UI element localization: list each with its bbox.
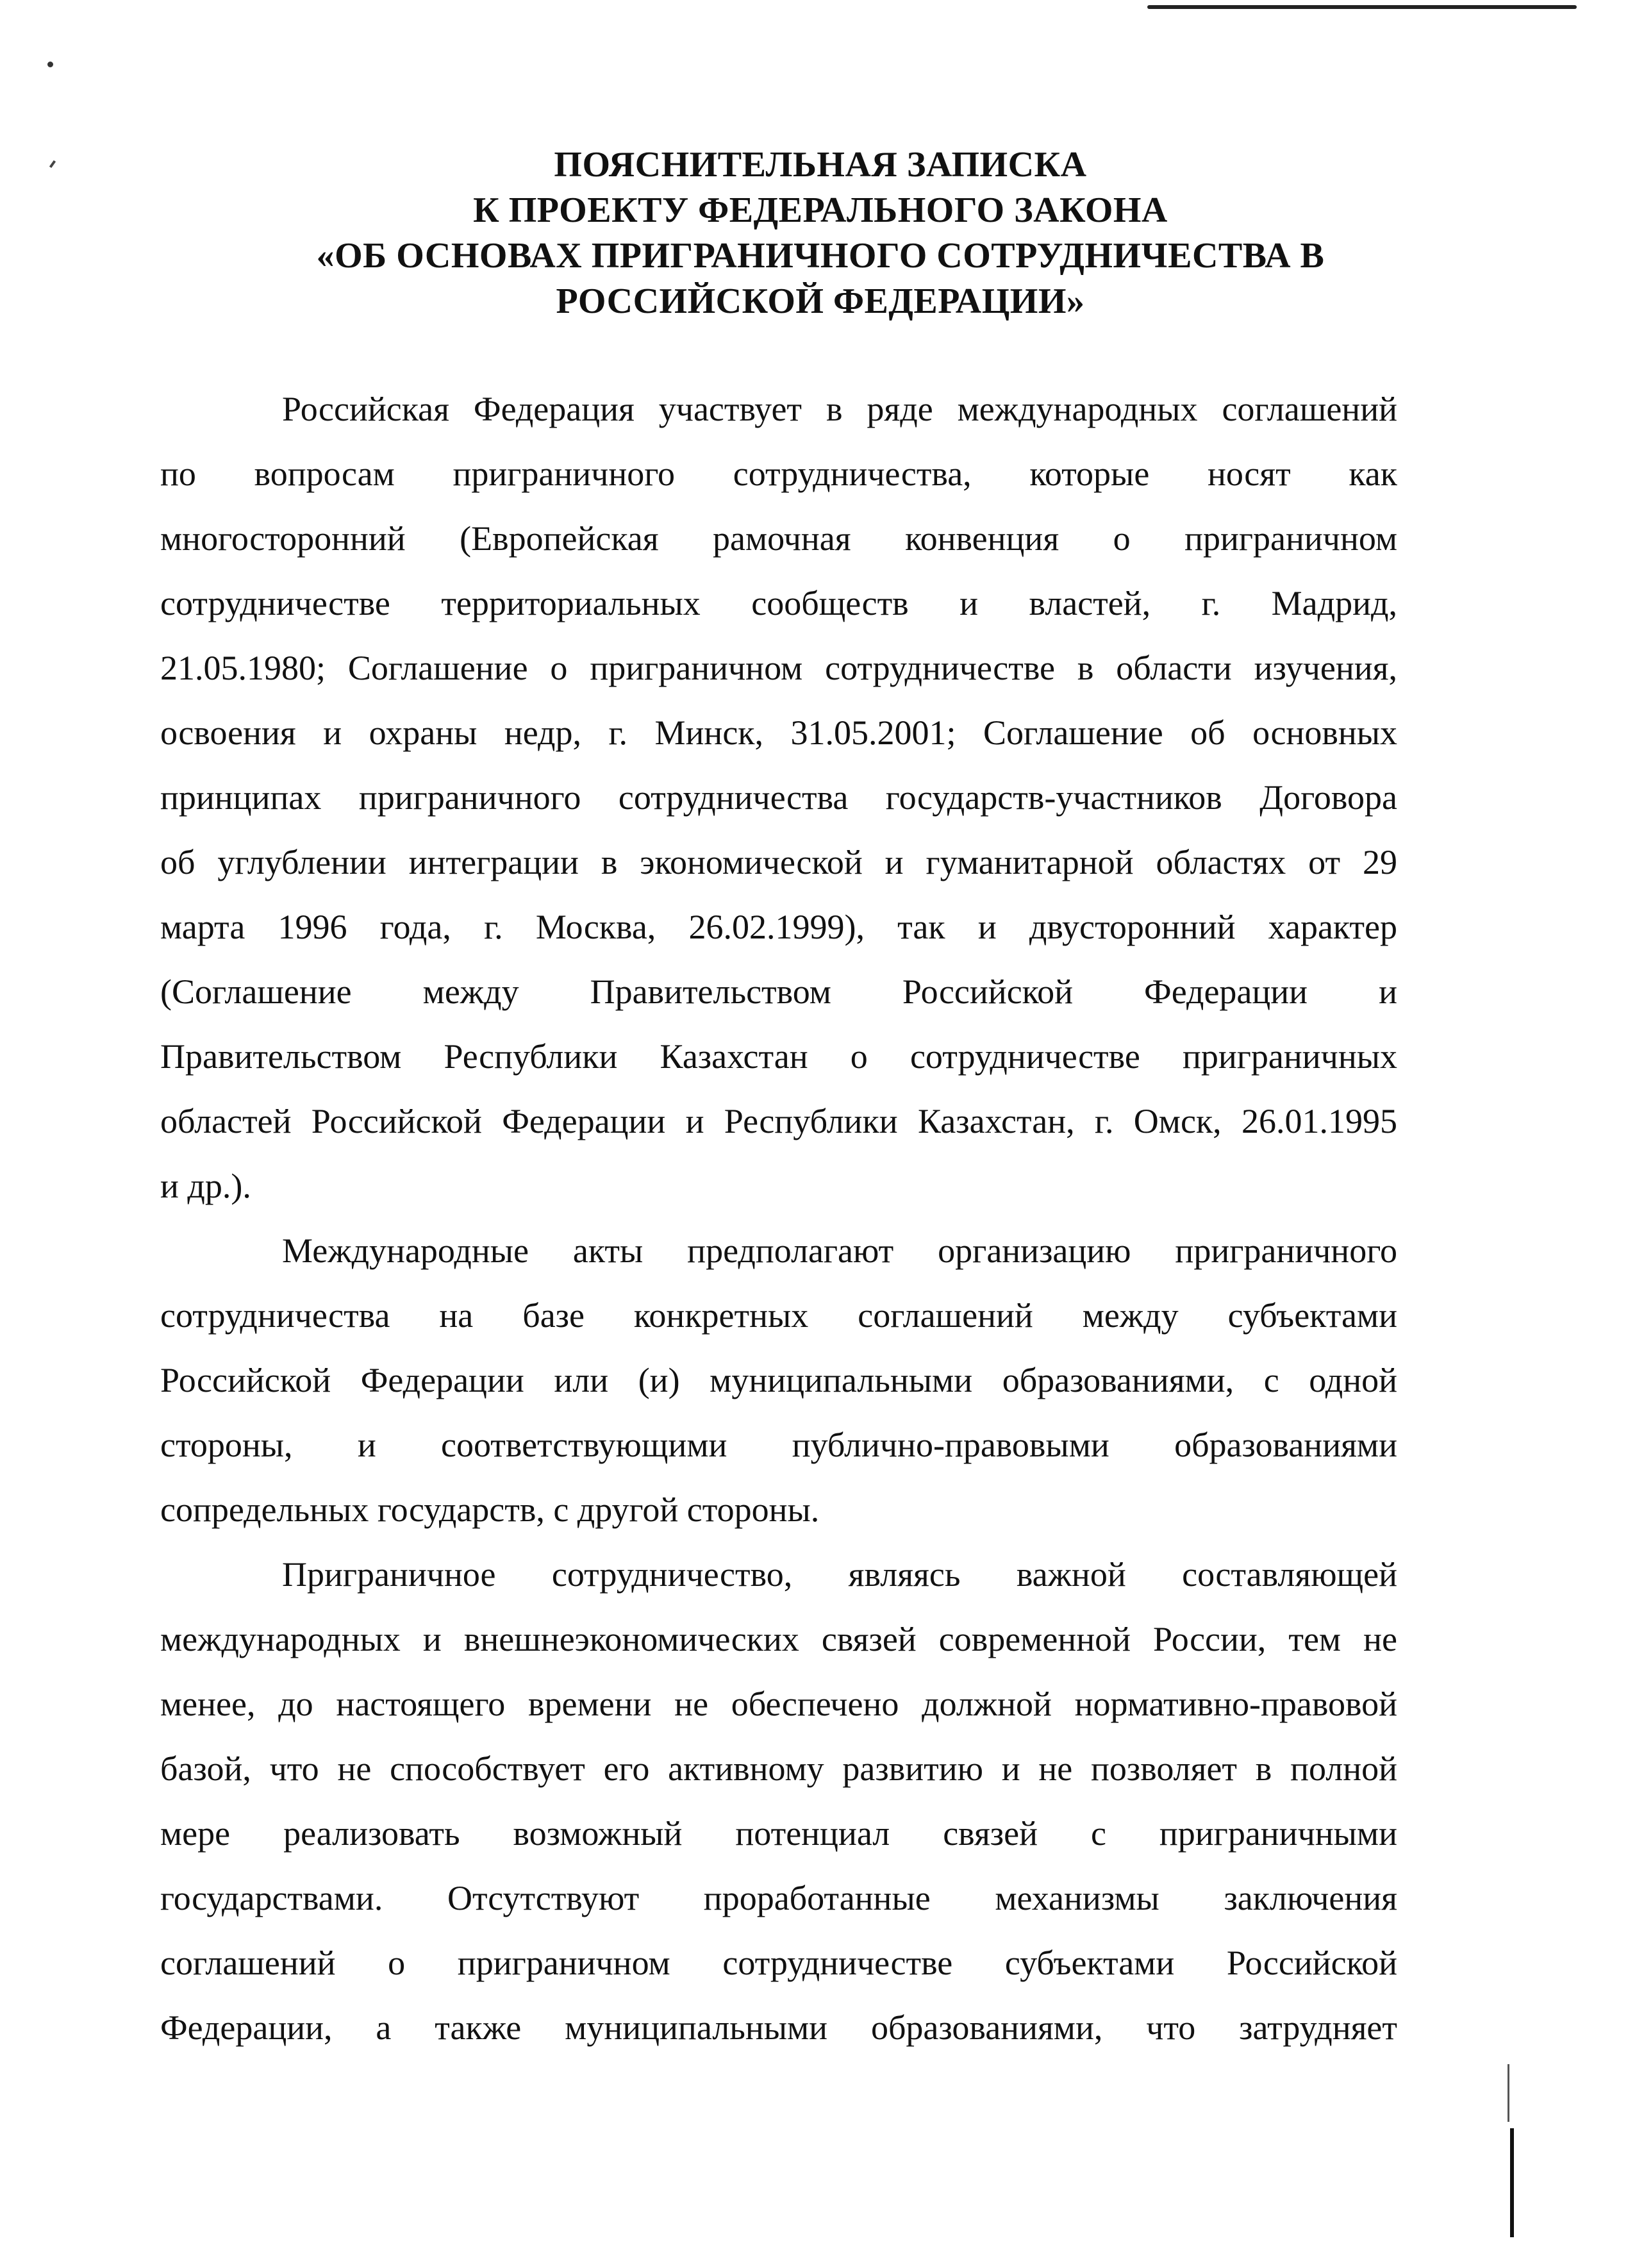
- text-line: Приграничное сотрудничество, являясь важной составляющей: [282, 1555, 1397, 1594]
- text-line: освоения и охраны недр, г. Минск, 31.05.2001; Соглашение об основных: [160, 713, 1397, 752]
- paragraph: [160, 377, 1397, 1219]
- text-line: сотрудничестве территориальных сообществ и властей, г. Мадрид,: [160, 584, 1397, 622]
- paragraph: [160, 1219, 1397, 1542]
- text-line: международных и внешнеэкономических связей современной России, тем не: [160, 1620, 1397, 1658]
- text-line: соглашений о приграничном сотрудничестве субъектами Российской: [160, 1944, 1397, 1982]
- text-line: сопредельных государств, с другой стороны.: [160, 1490, 820, 1529]
- text-line: менее, до настоящего времени не обеспечено должной нормативно-правовой: [160, 1685, 1397, 1723]
- text-line: областей Российской Федерации и Республики Казахстан, г. Омск, 26.01.1995: [160, 1102, 1397, 1140]
- text-line: Российская Федерация участвует в ряде международных соглашений: [282, 390, 1397, 428]
- text-line: об углублении интеграции в экономической и гуманитарной областях от 29: [160, 843, 1397, 881]
- text-line: Правительством Республики Казахстан о сотрудничестве приграничных: [160, 1037, 1397, 1076]
- text-line: сотрудничества на базе конкретных соглашений между субъектами: [160, 1296, 1397, 1335]
- text-line: стороны, и соответствующими публично-правовыми образованиями: [160, 1426, 1397, 1464]
- text-line: Федерации, а также муниципальными образованиями, что затрудняет: [160, 2008, 1397, 2047]
- text-line: мере реализовать возможный потенциал связей с приграничными: [160, 1814, 1397, 1853]
- scan-artifact-edge: [1510, 2128, 1514, 2237]
- title-line: К ПРОЕКТУ ФЕДЕРАЛЬНОГО ЗАКОНА: [473, 190, 1168, 230]
- document-title: [192, 142, 1449, 324]
- text-line: по вопросам приграничного сотрудничества, которые носят как: [160, 454, 1397, 493]
- text-line: марта 1996 года, г. Москва, 26.02.1999), так и двусторонний характер: [160, 908, 1397, 946]
- text-line: (Соглашение между Правительством Российской Федерации и: [160, 972, 1397, 1011]
- text-line: 21.05.1980; Соглашение о приграничном сотрудничестве в области изучения,: [160, 649, 1397, 687]
- title-line: РОССИЙСКОЙ ФЕДЕРАЦИИ»: [556, 281, 1085, 321]
- text-line: государствами. Отсутствуют проработанные механизмы заключения: [160, 1879, 1397, 1917]
- paragraph: [160, 1542, 1397, 2060]
- text-line: принципах приграничного сотрудничества государств-участников Договора: [160, 778, 1397, 817]
- text-line: многосторонний (Европейская рамочная конвенция о приграничном: [160, 519, 1397, 558]
- scan-artifact-dot: [47, 62, 53, 67]
- scan-artifact-line: [1147, 5, 1577, 9]
- document-body: [160, 377, 1397, 2060]
- title-line: «ОБ ОСНОВАХ ПРИГРАНИЧНОГО СОТРУДНИЧЕСТВА В: [316, 236, 1325, 276]
- title-line: ПОЯСНИТЕЛЬНАЯ ЗАПИСКА: [554, 145, 1087, 185]
- text-line: Российской Федерации или (и) муниципальными образованиями, с одной: [160, 1361, 1397, 1399]
- text-line: базой, что не способствует его активному развитию и не позволяет в полной: [160, 1749, 1397, 1788]
- text-line: и др.).: [160, 1167, 251, 1205]
- text-line: Международные акты предполагают организацию приграничного: [282, 1231, 1397, 1270]
- scan-artifact-edge: [1508, 2064, 1509, 2122]
- scan-artifact-mark: [49, 160, 56, 168]
